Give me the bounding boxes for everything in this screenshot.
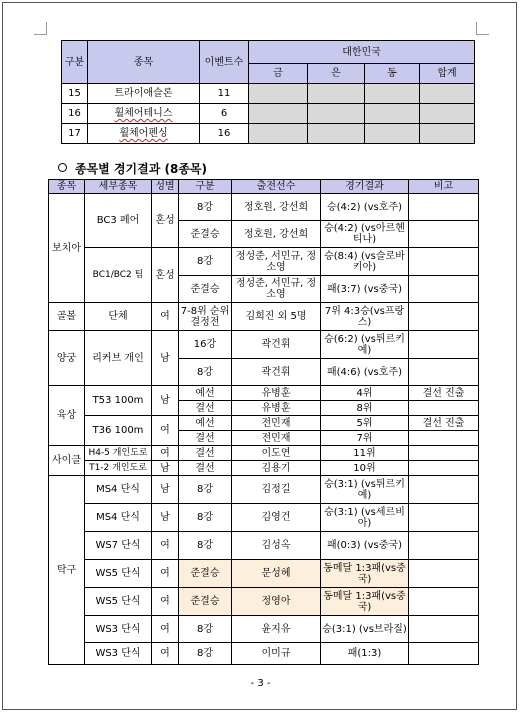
table-row (49, 643, 479, 665)
table-row (49, 560, 479, 588)
table-row (49, 386, 479, 401)
athletes-cell: 유병훈 (232, 386, 321, 401)
athletes-cell: 정성준, 서민규, 정소영 (232, 248, 321, 276)
athletes-cell: 전민재 (232, 416, 321, 431)
sport-cell: 탁구 (49, 476, 85, 665)
event-cell: WS3 단식 (85, 643, 152, 665)
header-round: 구분 (179, 180, 232, 194)
event-cell: WS3 단식 (85, 616, 152, 643)
table-row (49, 588, 479, 616)
note-cell (409, 461, 479, 476)
result-cell: 10위 (321, 461, 409, 476)
gender-cell: 여 (152, 588, 179, 616)
sport-cell: 골볼 (49, 303, 85, 331)
result-cell: 동메달 1:3패(vs중국) (321, 560, 409, 588)
header-gender: 성별 (152, 180, 179, 194)
event-cell: 단체 (85, 303, 152, 331)
athletes-cell: 문성혜 (232, 560, 321, 588)
page-number: - 3 - (250, 678, 271, 689)
round-cell: 결선 (179, 431, 232, 446)
round-cell: 예선 (179, 416, 232, 431)
round-cell: 8강 (179, 194, 232, 221)
athletes-cell: 정영아 (232, 588, 321, 616)
result-cell: 승(4:2) (vs호주) (321, 194, 409, 221)
total-cell (420, 84, 475, 104)
header-silver: 은 (308, 64, 365, 84)
header-result: 경기결과 (321, 180, 409, 194)
note-cell (409, 588, 479, 616)
gender-cell: 남 (152, 461, 179, 476)
total-cell (420, 104, 475, 124)
athletes-cell: 곽건휘 (232, 359, 321, 386)
round-cell: 결선 (179, 401, 232, 416)
athletes-cell: 김용기 (232, 461, 321, 476)
athletes-cell: 김성옥 (232, 532, 321, 560)
athletes-cell: 이미규 (232, 643, 321, 665)
note-cell (409, 476, 479, 504)
section-heading (58, 160, 207, 177)
note-cell (409, 359, 479, 386)
gold-cell (249, 104, 308, 124)
round-cell: 예선 (179, 386, 232, 401)
gender-cell: 혼성 (152, 194, 179, 248)
note-cell (409, 276, 479, 303)
result-cell: 7위 (321, 431, 409, 446)
event-cell: WS5 단식 (85, 588, 152, 616)
header-note: 비고 (409, 180, 479, 194)
result-cell: 4위 (321, 386, 409, 401)
table-row (62, 84, 475, 104)
gender-cell: 여 (152, 446, 179, 461)
table-row (49, 331, 479, 359)
gender-cell: 남 (152, 504, 179, 532)
table-row (49, 248, 479, 276)
athletes-cell: 김희진 외 5명 (232, 303, 321, 331)
gender-cell: 여 (152, 416, 179, 446)
athletes-cell: 윤지유 (232, 616, 321, 643)
result-cell: 승(6:2) (vs튀르키예) (321, 331, 409, 359)
result-cell: 동메달 1:3패(vs중국) (321, 588, 409, 616)
event-cell: H4-5 개인도로 (85, 446, 152, 461)
note-cell (409, 504, 479, 532)
row-sport: 휠체어테니스 (88, 104, 200, 124)
results-table (48, 179, 479, 665)
row-number: 16 (62, 104, 88, 124)
gender-cell: 남 (152, 386, 179, 416)
row-events: 6 (200, 104, 249, 124)
result-cell: 패(3:7) (vs중국) (321, 276, 409, 303)
event-cell: T53 100m (85, 386, 152, 416)
gender-cell: 남 (152, 476, 179, 504)
athletes-cell: 김정길 (232, 476, 321, 504)
circle-bullet-icon (58, 163, 67, 172)
event-cell: MS4 단식 (85, 476, 152, 504)
table-row (49, 303, 479, 331)
gender-cell: 여 (152, 532, 179, 560)
note-cell (409, 194, 479, 221)
athletes-cell: 정성준, 서민규, 정소영 (232, 276, 321, 303)
note-cell (409, 446, 479, 461)
header-sport: 종목 (88, 41, 200, 84)
table-row (49, 476, 479, 504)
row-sport: 트라이애슬론 (88, 84, 200, 104)
note-cell (409, 248, 479, 276)
round-cell: 8강 (179, 504, 232, 532)
note-cell: 결선 진출 (409, 416, 479, 431)
result-cell: 7위 4:3승(vs프랑스) (321, 303, 409, 331)
table-row (62, 124, 475, 144)
silver-cell (308, 84, 365, 104)
crop-mark-top-left (34, 22, 47, 35)
medal-table (61, 40, 475, 144)
round-cell: 준결승 (179, 560, 232, 588)
header-country: 대한민국 (249, 41, 475, 64)
result-cell: 5위 (321, 416, 409, 431)
round-cell: 준결승 (179, 588, 232, 616)
note-cell (409, 532, 479, 560)
header-events: 이벤트수 (200, 41, 249, 84)
round-cell: 준결승 (179, 221, 232, 248)
athletes-cell: 김영건 (232, 504, 321, 532)
event-cell: BC1/BC2 팀 (85, 248, 152, 303)
table-row (49, 616, 479, 643)
note-cell (409, 303, 479, 331)
round-cell: 8강 (179, 248, 232, 276)
result-cell: 패(4:6) (vs호주) (321, 359, 409, 386)
note-cell (409, 331, 479, 359)
note-cell (409, 560, 479, 588)
result-cell: 패(0:3) (vs중국) (321, 532, 409, 560)
note-cell (409, 221, 479, 248)
athletes-cell: 정호원, 강선희 (232, 221, 321, 248)
gold-cell (249, 124, 308, 144)
result-cell: 11위 (321, 446, 409, 461)
round-cell: 8강 (179, 532, 232, 560)
round-cell: 8강 (179, 476, 232, 504)
header-category: 구분 (62, 41, 88, 84)
gender-cell: 혼성 (152, 248, 179, 303)
header-gold: 금 (249, 64, 308, 84)
athletes-cell: 곽건휘 (232, 331, 321, 359)
header-sport: 종목 (49, 180, 85, 194)
bronze-cell (365, 84, 420, 104)
note-cell (409, 431, 479, 446)
row-events: 11 (200, 84, 249, 104)
gender-cell: 여 (152, 616, 179, 643)
header-row (49, 180, 479, 194)
round-cell: 결선 (179, 461, 232, 476)
round-cell: 8강 (179, 359, 232, 386)
table-row (49, 461, 479, 476)
row-number: 17 (62, 124, 88, 144)
gender-cell: 여 (152, 643, 179, 665)
gender-cell: 여 (152, 303, 179, 331)
athletes-cell: 이도연 (232, 446, 321, 461)
result-cell: 8위 (321, 401, 409, 416)
header-event: 세부종목 (85, 180, 152, 194)
sport-cell: 육상 (49, 386, 85, 446)
result-cell: 승(3:1) (vs세르비아) (321, 504, 409, 532)
event-cell: T1-2 개인도로 (85, 461, 152, 476)
event-cell: WS7 단식 (85, 532, 152, 560)
result-cell: 패(1:3) (321, 643, 409, 665)
header-total: 합계 (420, 64, 475, 84)
table-row (62, 104, 475, 124)
note-cell (409, 401, 479, 416)
round-cell: 8강 (179, 643, 232, 665)
table-row (49, 504, 479, 532)
sport-cell: 보치아 (49, 194, 85, 303)
event-cell: WS5 단식 (85, 560, 152, 588)
result-cell: 승(8:4) (vs슬로바키아) (321, 248, 409, 276)
note-cell (409, 643, 479, 665)
sport-cell: 양궁 (49, 331, 85, 386)
note-cell (409, 616, 479, 643)
round-cell: 준결승 (179, 276, 232, 303)
bronze-cell (365, 124, 420, 144)
event-cell: T36 100m (85, 416, 152, 446)
event-cell: BC3 페어 (85, 194, 152, 248)
note-cell: 결선 진출 (409, 386, 479, 401)
total-cell (420, 124, 475, 144)
crop-mark-top-right (476, 22, 489, 35)
athletes-cell: 정호원, 강선희 (232, 194, 321, 221)
round-cell: 16강 (179, 331, 232, 359)
gender-cell: 남 (152, 331, 179, 386)
silver-cell (308, 104, 365, 124)
round-cell: 7-8위 순위 결정전 (179, 303, 232, 331)
section-title-text: 종목별 경기결과 (8종목) (75, 162, 208, 176)
gold-cell (249, 84, 308, 104)
row-events: 16 (200, 124, 249, 144)
athletes-cell: 전민재 (232, 431, 321, 446)
athletes-cell: 유병훈 (232, 401, 321, 416)
row-sport: 휠체어펜싱 (88, 124, 200, 144)
header-bronze: 동 (365, 64, 420, 84)
round-cell: 8강 (179, 616, 232, 643)
event-cell: 리커브 개인 (85, 331, 152, 386)
sport-cell: 사이클 (49, 446, 85, 476)
row-number: 15 (62, 84, 88, 104)
result-cell: 승(3:1) (vs브라질) (321, 616, 409, 643)
result-cell: 승(3:1) (vs튀르키예) (321, 476, 409, 504)
round-cell: 결선 (179, 446, 232, 461)
bronze-cell (365, 104, 420, 124)
silver-cell (308, 124, 365, 144)
table-row (49, 416, 479, 431)
gender-cell: 여 (152, 560, 179, 588)
table-row (49, 446, 479, 461)
result-cell: 승(4:2) (vs아르헨티나) (321, 221, 409, 248)
table-row (49, 194, 479, 221)
table-row (49, 532, 479, 560)
header-athletes: 출전선수 (232, 180, 321, 194)
event-cell: MS4 단식 (85, 504, 152, 532)
